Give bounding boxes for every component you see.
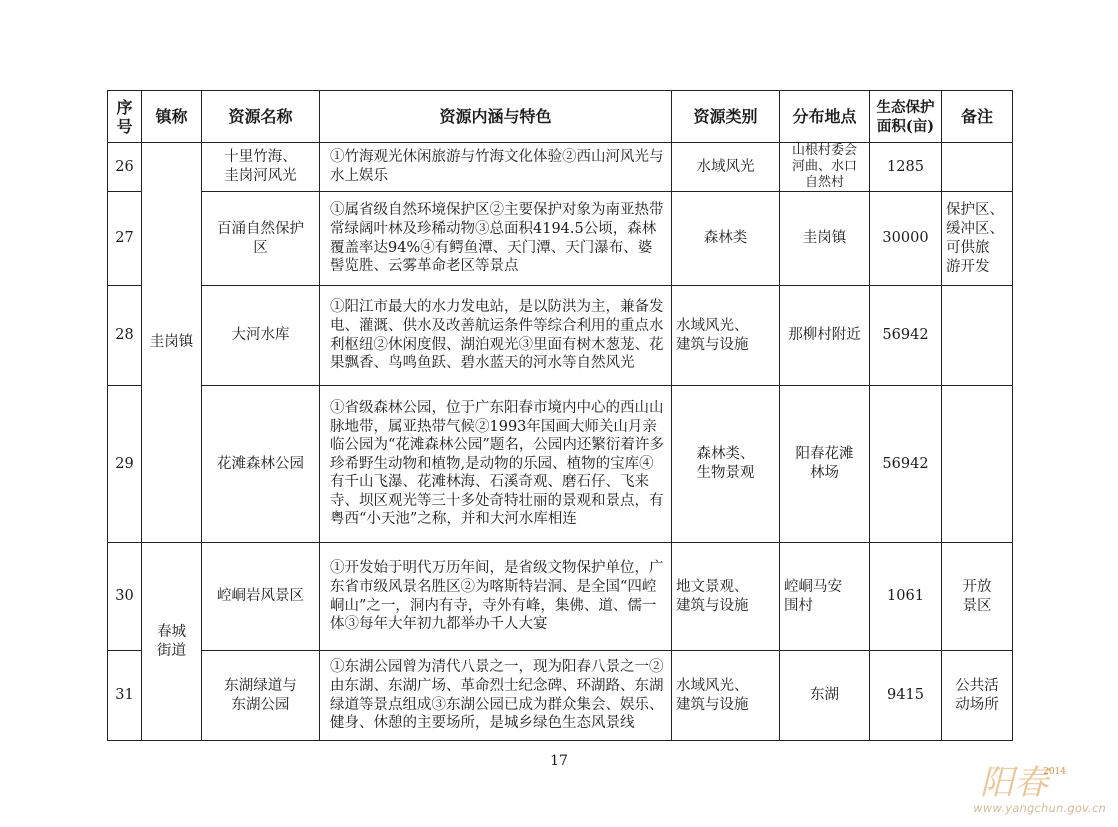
row-no: 30 (108, 543, 142, 651)
header-location: 分布地点 (780, 91, 870, 143)
header-area: 生态保护 面积(亩) (870, 91, 942, 143)
row-no: 26 (108, 143, 142, 192)
row-type: 水域风光 (672, 143, 780, 192)
row-name: 百涌自然保护 区 (202, 192, 320, 286)
resource-table (107, 90, 1013, 741)
header-content: 资源内涵与特色 (320, 91, 672, 143)
header-no: 序 号 (108, 91, 142, 143)
row-no: 28 (108, 286, 142, 386)
row-no: 29 (108, 386, 142, 543)
watermark-logo: 阳春 (980, 763, 1048, 803)
row-type: 地文景观、 建筑与设施 (672, 543, 780, 651)
page-number: 17 (550, 753, 568, 769)
row-area: 9415 (870, 651, 942, 741)
row-location: 那柳村附近 (780, 286, 870, 386)
row-location: 阳春花滩 林场 (780, 386, 870, 543)
row-content: ①开发始于明代万历年间，是省级文物保护单位，广东省市级风景名胜区②为喀斯特岩洞、是全国“四崆峒山”之一，洞内有寺，寺外有峰，集佛、道、儒一体③每年大年初九都举办千人大宴 (320, 543, 672, 651)
row-name: 花滩森林公园 (202, 386, 320, 543)
row-location: 山根村委会 河曲、水口 自然村 (780, 143, 870, 192)
row-location: 崆峒马安 围村 (780, 543, 870, 651)
row-name: 东湖绿道与 东湖公园 (202, 651, 320, 741)
row-location: 东湖 (780, 651, 870, 741)
watermark (946, 755, 1106, 815)
row-remark (942, 143, 1013, 192)
row-area: 1061 (870, 543, 942, 651)
row-type: 水域风光、 建筑与设施 (672, 651, 780, 741)
table-row (108, 286, 1013, 386)
table-header-row (108, 91, 1013, 143)
row-content: ①阳江市最大的水力发电站，是以防洪为主，兼备发电、灌溉、供水及改善航运条件等综合利用的重点水利枢纽②休闲度假、湖泊观光③里面有树木葱茏、花果飘香、鸟鸣鱼跃、碧水蓝天的河水等自然风光 (320, 286, 672, 386)
row-content: ①东湖公园曾为清代八景之一，现为阳春八景之一②由东湖、东湖广场、革命烈士纪念碑、环湖路、东湖绿道等景点组成③东湖公园已成为群众集会、娱乐、健身、休憩的主要场所，是城乡绿色生态风景线 (320, 651, 672, 741)
town-cell: 春城 街道 (142, 543, 202, 741)
row-type: 森林类 (672, 192, 780, 286)
row-type: 森林类、 生物景观 (672, 386, 780, 543)
table-row (108, 651, 1013, 741)
row-area: 56942 (870, 286, 942, 386)
row-content: ①竹海观光休闲旅游与竹海文化体验②西山河风光与水上娱乐 (320, 143, 672, 192)
row-type: 水域风光、 建筑与设施 (672, 286, 780, 386)
row-no: 27 (108, 192, 142, 286)
row-name: 崆峒岩风景区 (202, 543, 320, 651)
row-content: ①属省级自然环境保护区②主要保护对象为南亚热带常绿阔叶林及珍稀动物③总面积4194.5公顷，森林覆盖率达94%④有鳄鱼潭、天门潭、天门瀑布、婆髻览胜、云雾革命老区等景点 (320, 192, 672, 286)
row-area: 30000 (870, 192, 942, 286)
row-remark: 开放 景区 (942, 543, 1013, 651)
row-no: 31 (108, 651, 142, 741)
table-row (108, 543, 1013, 651)
watermark-url: www.yangchun.gov.cn (973, 801, 1106, 815)
table-row (108, 192, 1013, 286)
row-content: ①省级森林公园，位于广东阳春市境内中心的西山山脉地带，属亚热带气候②1993年国画大师关山月亲临公园为“花滩森林公园”题名，公园内还繁衍着许多珍希野生动物和植物,是动物的乐园、植物的宝库④有千山飞瀑、花滩林海、石溪奇观、磨石仔、飞来寺、坝区观光等三十多处奇特壮丽的景观和景点，有粤西“小天池”之称，并和大河水库相连 (320, 386, 672, 543)
header-town: 镇称 (142, 91, 202, 143)
row-remark: 保护区、 缓冲区、 可供旅 游开发 (942, 192, 1013, 286)
row-area: 56942 (870, 386, 942, 543)
row-name: 十里竹海、 圭岗河风光 (202, 143, 320, 192)
table-row (108, 143, 1013, 192)
row-remark (942, 286, 1013, 386)
header-type: 资源类别 (672, 91, 780, 143)
header-name: 资源名称 (202, 91, 320, 143)
town-cell: 圭岗镇 (142, 143, 202, 543)
row-remark: 公共活 动场所 (942, 651, 1013, 741)
table-row (108, 386, 1013, 543)
row-area: 1285 (870, 143, 942, 192)
row-name: 大河水库 (202, 286, 320, 386)
row-location: 圭岗镇 (780, 192, 870, 286)
watermark-year: 2014 (1043, 767, 1066, 777)
header-remark: 备注 (942, 91, 1013, 143)
row-remark (942, 386, 1013, 543)
